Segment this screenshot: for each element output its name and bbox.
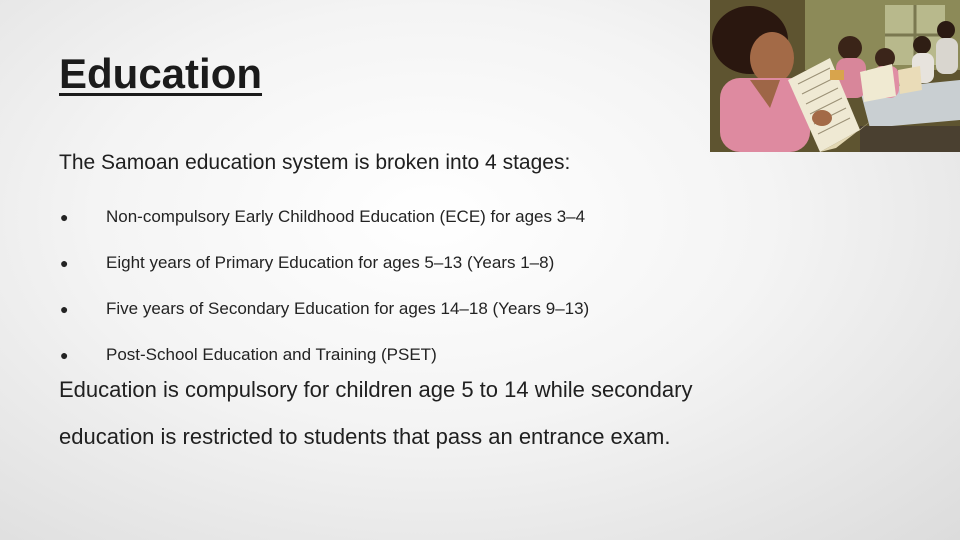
list-item-text: Post-School Education and Training (PSET) [106,345,437,364]
list-item [59,286,589,332]
slide-title: Education [59,50,263,97]
bullet-icon: ● [60,209,69,225]
outro-text [59,366,859,460]
classroom-photo [710,0,960,152]
list-item [59,194,589,240]
list-item [59,240,589,286]
bullet-icon: ● [60,255,69,271]
bullet-icon: ● [60,347,69,363]
list-item-text: Eight years of Primary Education for ages 5–13 (Years 1–8) [106,253,555,272]
bullet-icon: ● [60,301,69,317]
list-item-text: Non-compulsory Early Childhood Education (ECE) for ages 3–4 [106,207,586,226]
outro-line-2: education is restricted to students that pass an entrance exam. [59,424,671,449]
outro-line-1: Education is compulsory for children age 5 to 14 while secondary [59,377,693,402]
list-item-text: Five years of Secondary Education for ages 14–18 (Years 9–13) [106,299,590,318]
stages-list [59,194,589,378]
intro-text: The Samoan education system is broken into 4 stages: [59,151,571,174]
